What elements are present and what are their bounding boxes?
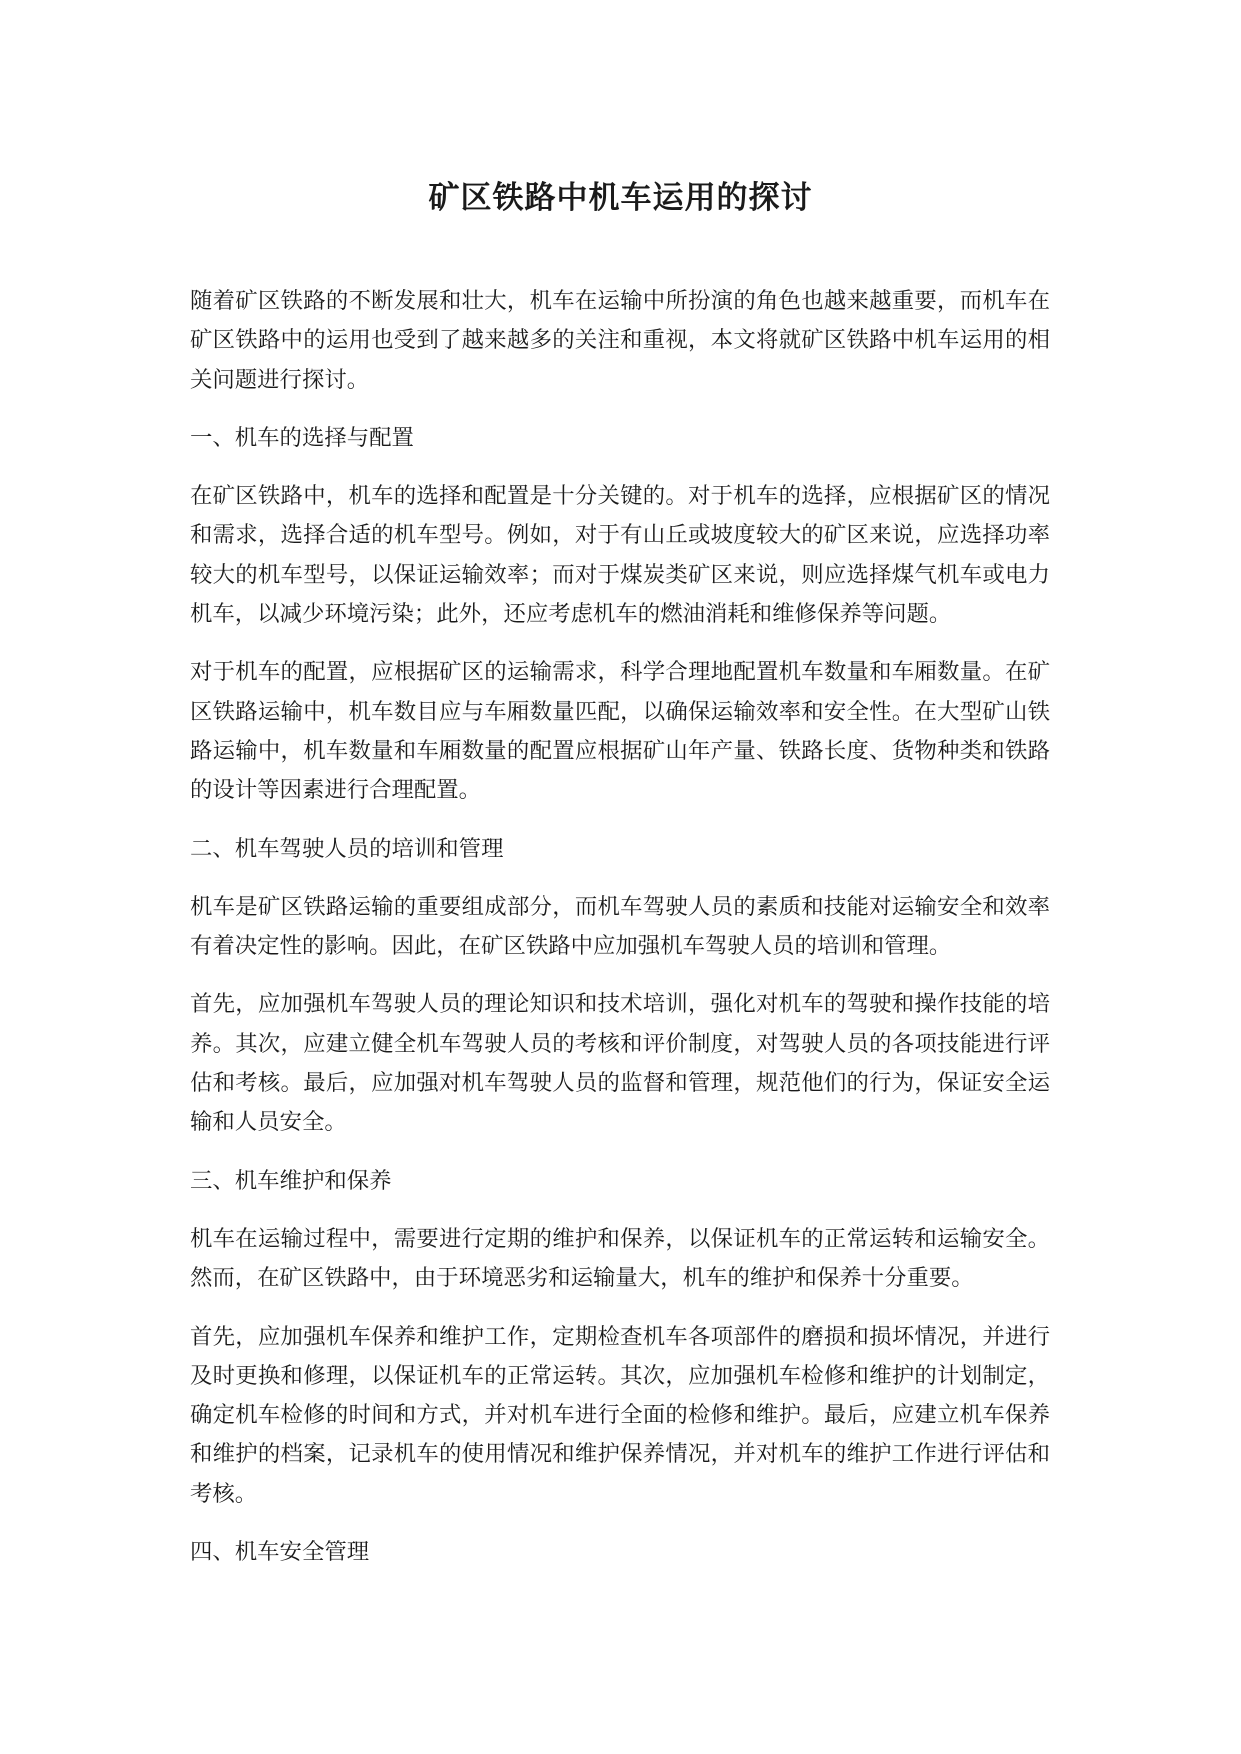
document-title: 矿区铁路中机车运用的探讨 [428,180,813,216]
paragraph: 在矿区铁路中，机车的选择和配置是十分关键的。对于机车的选择，应根据矿区的情况和需求，选择合适的机车型号。例如，对于有山丘或坡度较大的矿区来说，应选择功率较大的机车型号，以保证运输效率；而对于煤炭类矿区来说，则应选择煤气机车或电力机车，以减少环境污染；此外，还应考虑机车的燃油消耗和维修保养等问题。 [190,483,1050,628]
paragraph: 对于机车的配置，应根据矿区的运输需求，科学合理地配置机车数量和车厢数量。在矿区铁路运输中，机车数目应与车厢数量匹配，以确保运输效率和安全性。在大型矿山铁路运输中，机车数量和车厢数量的配置应根据矿山年产量、铁路长度、货物种类和铁路的设计等因素进行合理配置。 [190,659,1050,804]
paragraph: 机车是矿区铁路运输的重要组成部分，而机车驾驶人员的素质和技能对运输安全和效率有着决定性的影响。因此，在矿区铁路中应加强机车驾驶人员的培训和管理。 [190,893,1050,960]
paragraph-intro: 随着矿区铁路的不断发展和壮大，机车在运输中所扮演的角色也越来越重要，而机车在矿区铁路中的运用也受到了越来越多的关注和重视，本文将就矿区铁路中机车运用的相关问题进行探讨。 [190,288,1050,393]
section-heading-2: 二、机车驾驶人员的培训和管理 [190,835,504,862]
section-heading-3: 三、机车维护和保养 [190,1167,392,1194]
paragraph: 首先，应加强机车保养和维护工作，定期检查机车各项部件的磨损和损坏情况，并进行及时更换和修理，以保证机车的正常运转。其次，应加强机车检修和维护的计划制定，确定机车检修的时间和方式，并对机车进行全面的检修和维护。最后，应建立机车保养和维护的档案，记录机车的使用情况和维护保养情况，并对机车的维护工作进行评估和考核。 [190,1323,1050,1507]
section-heading-1: 一、机车的选择与配置 [190,424,414,451]
document-body [190,282,1050,1591]
paragraph: 首先，应加强机车驾驶人员的理论知识和技术培训，强化对机车的驾驶和操作技能的培养。其次，应建立健全机车驾驶人员的考核和评价制度，对驾驶人员的各项技能进行评估和考核。最后，应加强对机车驾驶人员的监督和管理，规范他们的行为，保证安全运输和人员安全。 [190,991,1050,1136]
paragraph: 机车在运输过程中，需要进行定期的维护和保养，以保证机车的正常运转和运输安全。然而，在矿区铁路中，由于环境恶劣和运输量大，机车的维护和保养十分重要。 [190,1225,1050,1292]
section-heading-4: 四、机车安全管理 [190,1539,370,1566]
